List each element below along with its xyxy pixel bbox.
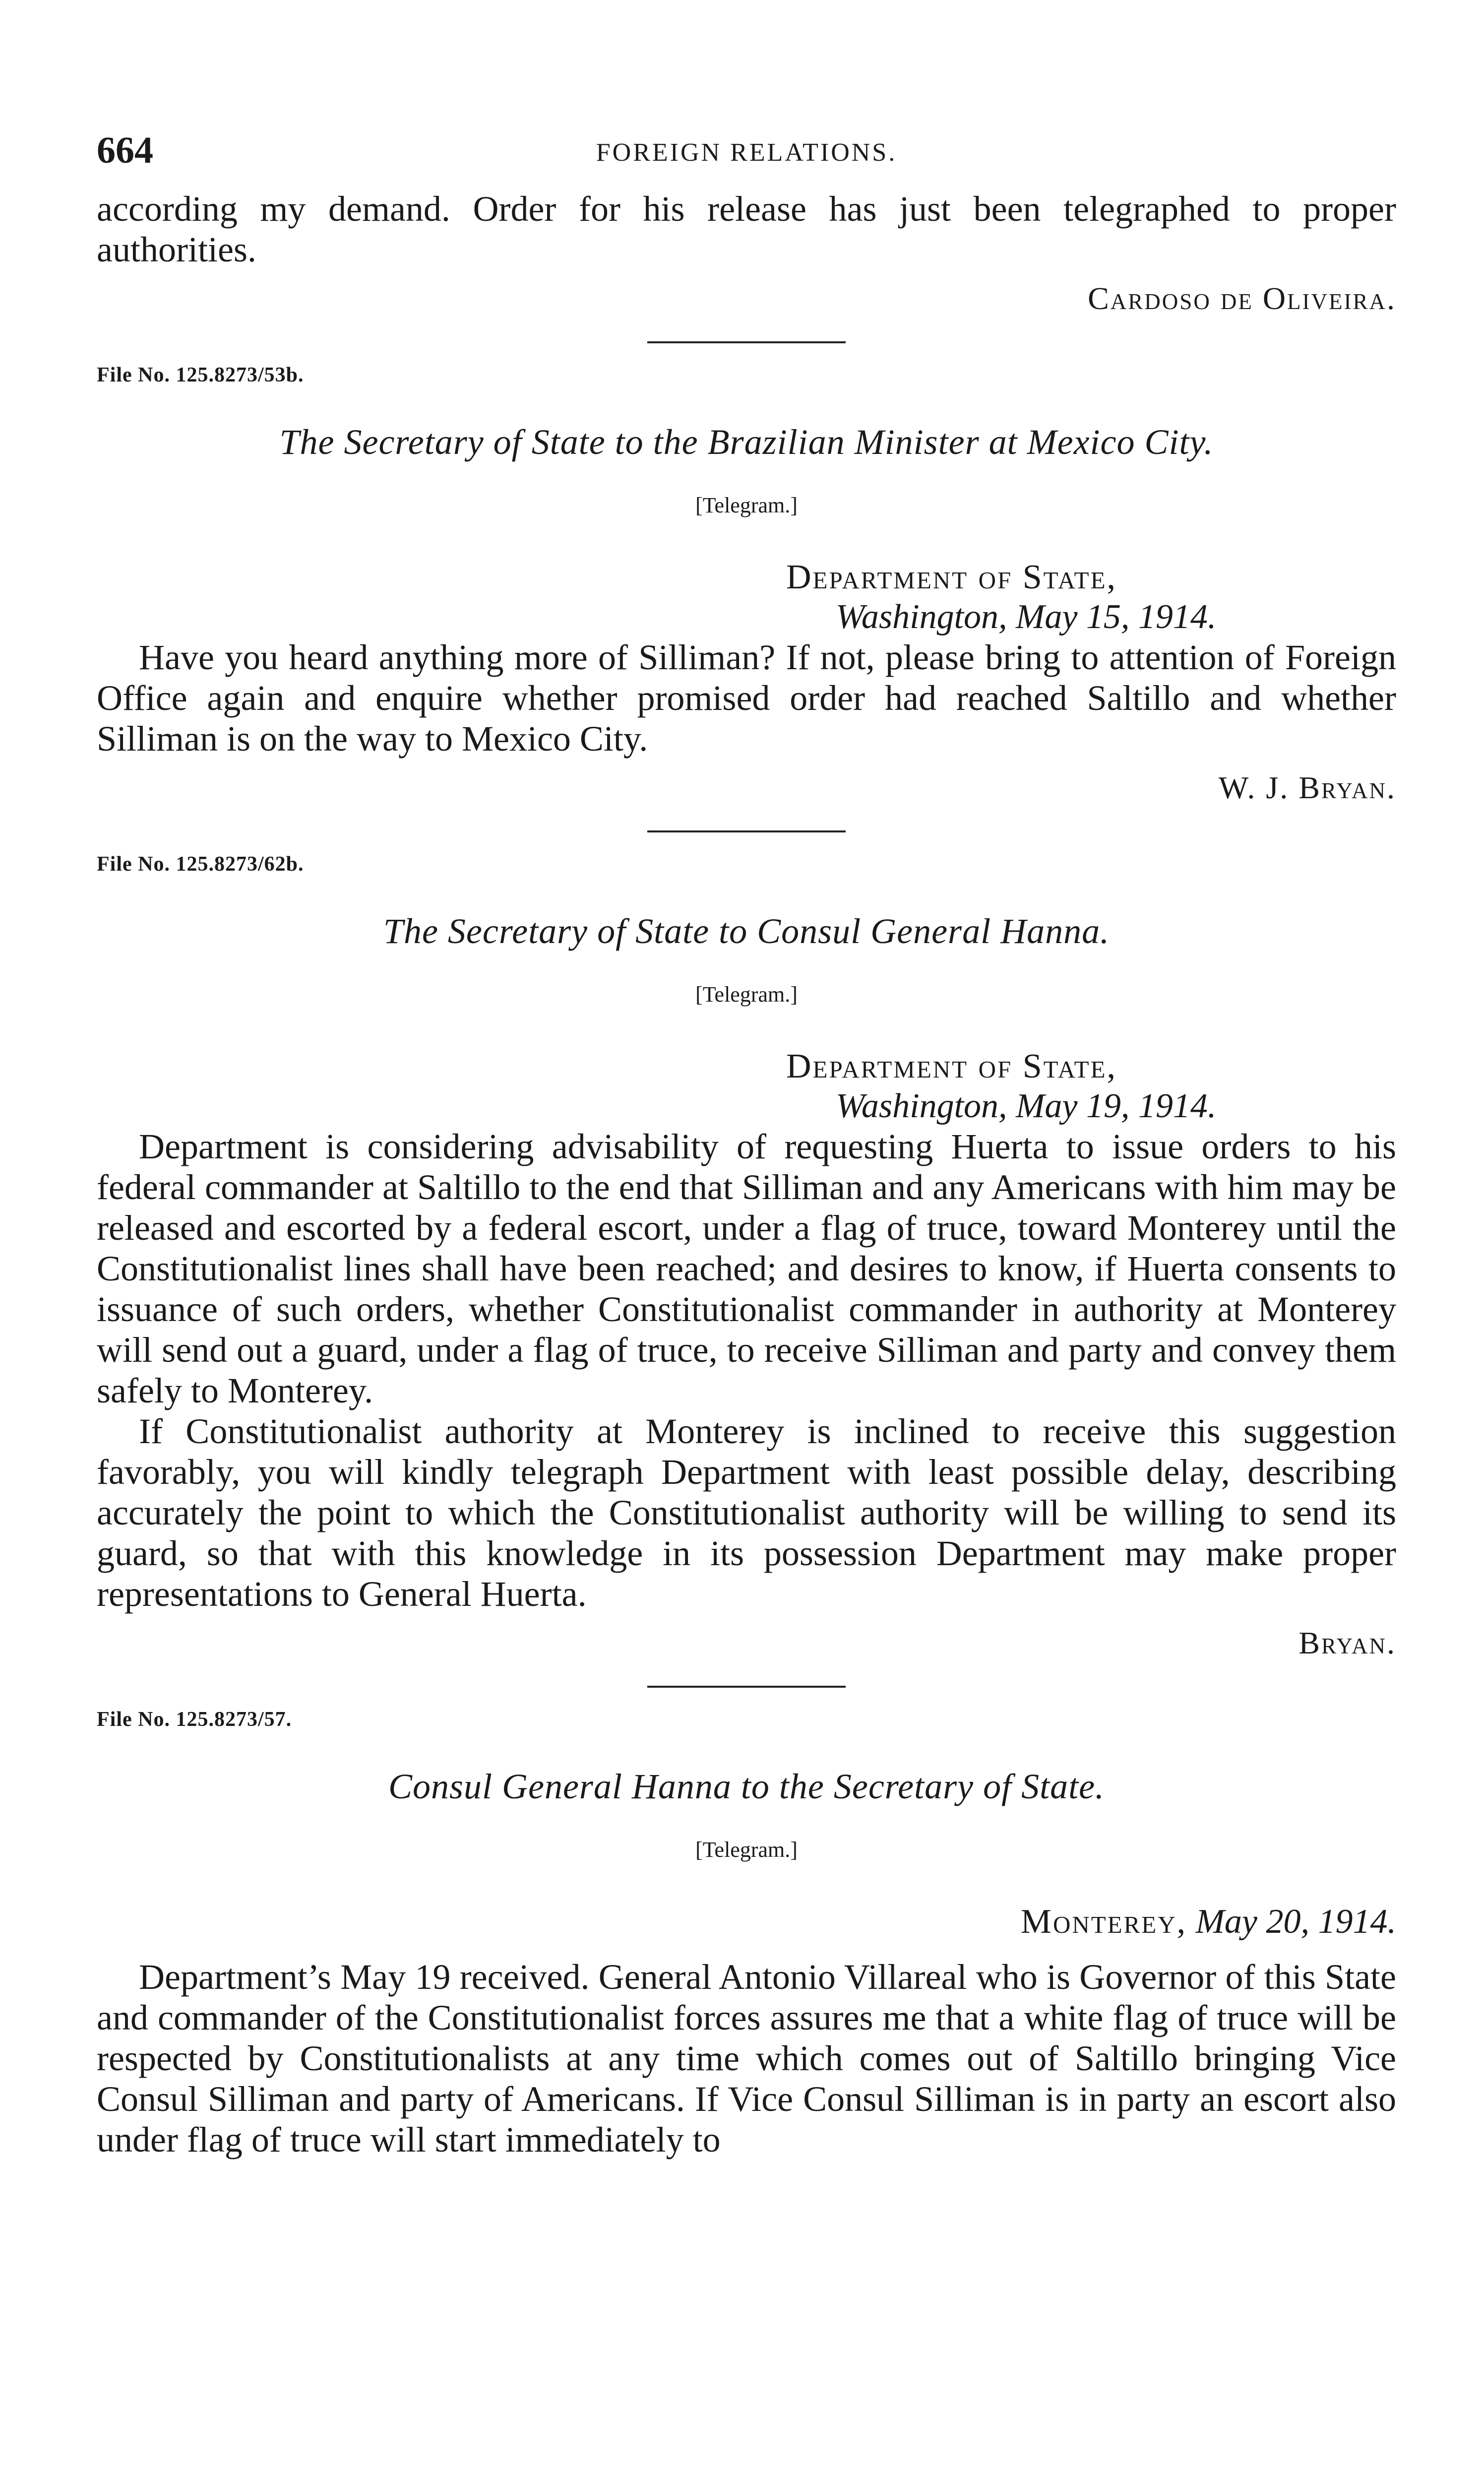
dateline-date: Washington, May 15, 1914.: [836, 598, 1217, 636]
document-paragraph: Department is considering advisability of requesting Huerta to issue orders to his federal commander at Saltillo to the end that Silliman and any Americans with him may be released and escorted by a federal escort, under a flag of truce, toward Monterey until the Constitutionalist lines shall have been reached; and desires to know, if Huerta consents to issuance of such orders, whether Constitutionalist commander in authority at Monterey will send out a guard, under a flag of truce, to receive Silliman and party and convey them safely to Monterey.: [97, 1127, 1396, 1410]
file-number: File No. 125.8273/62b.: [97, 853, 304, 876]
page-number: 664: [97, 129, 153, 171]
intro-paragraph: according my demand. Order for his release has just been telegraphed to proper authorities.: [97, 189, 1396, 269]
running-head: [97, 124, 1396, 189]
document-paragraph: Have you heard anything more of Silliman? If not, please bring to attention of Foreign Office again and enquire whether promised order had reached Saltillo and whether Silliman is on the way to Mexico City.: [97, 637, 1396, 759]
telegram-label: [Telegram.]: [695, 493, 798, 517]
dateline: [786, 558, 1396, 637]
section-divider: [647, 1686, 846, 1688]
dateline-place: Department of State,: [786, 1047, 1117, 1085]
document-page: [97, 124, 1396, 2160]
dateline-date: May 20, 1914.: [1195, 1903, 1396, 1941]
telegram-label: [Telegram.]: [695, 1838, 798, 1862]
dateline-date: Washington, May 19, 1914.: [836, 1087, 1217, 1125]
dateline-place: Department of State,: [786, 558, 1117, 596]
document-signature: W. J. Bryan.: [1218, 770, 1396, 805]
dateline: [786, 1047, 1396, 1126]
dateline: [97, 1902, 1396, 1942]
file-number: File No. 125.8273/57.: [97, 1708, 292, 1731]
section-divider: [647, 341, 846, 343]
document-paragraph: Department’s May 19 received. General Antonio Villareal who is Governor of this State and commander of the Constitutionalist forces assures me that a white flag of truce will be respected by Constitutionalists at any time which comes out of Saltillo bringing Vice Consul Silliman and party of Americans. If Vice Consul Silliman is in party an escort also under flag of truce will start immediately to: [97, 1957, 1396, 2159]
document-paragraph: If Constitutionalist authority at Monterey is inclined to receive this suggestion favorably, you will kindly telegraph Department with least possible delay, describing accurately the point to which the Constitutionalist authority will be willing to send its guard, so that with this knowledge in its possession Department may make proper representations to General Huerta.: [97, 1411, 1396, 1614]
intro-signature: Cardoso de Oliveira.: [1088, 281, 1396, 316]
section-divider: [647, 830, 846, 832]
telegram-label: [Telegram.]: [695, 982, 798, 1007]
dateline-place: Monterey,: [1020, 1903, 1187, 1941]
file-number: File No. 125.8273/53b.: [97, 364, 304, 386]
document-heading: Consul General Hanna to the Secretary of State.: [388, 1767, 1105, 1806]
document-heading: The Secretary of State to Consul General Hanna.: [383, 911, 1110, 951]
document-signature: Bryan.: [1298, 1625, 1396, 1660]
document-heading: The Secretary of State to the Brazilian Minister at Mexico City.: [279, 422, 1214, 462]
running-title: FOREIGN RELATIONS.: [596, 138, 897, 167]
